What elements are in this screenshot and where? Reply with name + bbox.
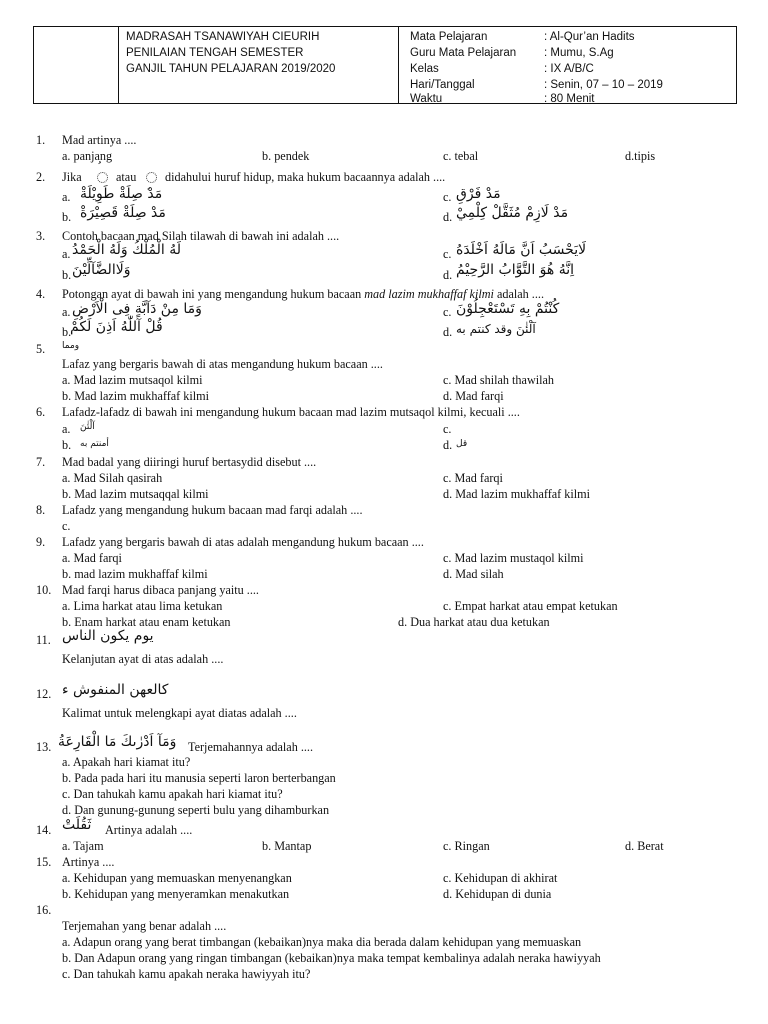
option-d-label: d. <box>443 325 453 339</box>
value-date: : Senin, 07 – 10 – 2019 <box>544 79 663 91</box>
question-text: Lafaz yang bergaris bawah di atas mengandung hukum bacaan .... <box>62 357 383 371</box>
option-b: b. Mad lazim mutsaqqal kilmi <box>62 487 209 501</box>
question-text-middle: atau <box>116 170 137 184</box>
question-text-start: Jika <box>62 170 82 184</box>
arabic-verse: يوم يكون الناس <box>62 628 154 644</box>
value-class: : IX A/B/C <box>544 63 594 75</box>
question-number: 4. <box>36 287 46 301</box>
label-subject: Mata Pelajaran <box>410 31 488 43</box>
question-number: 16. <box>36 903 52 917</box>
option-c: c. Empat harkat atau empat ketukan <box>443 599 618 613</box>
header-divider <box>398 27 399 103</box>
option-c: c. Dan tahukah kamu apakah neraka hawiyyah itu? <box>62 967 311 981</box>
option-d: d. Berat <box>625 839 664 853</box>
question-text: Kalimat untuk melengkapi ayat diatas adalah .... <box>62 706 297 720</box>
option-c: c. Mad farqi <box>443 471 503 485</box>
option-c-label: c. <box>443 305 452 319</box>
value-time: : 80 Menit <box>544 93 595 105</box>
label-teacher: Guru Mata Pelajaran <box>410 47 517 59</box>
option-b: b. pendek <box>262 149 310 163</box>
value-subject: : Al-Qur’an Hadits <box>544 31 635 43</box>
exam-name: PENILAIAN TENGAH SEMESTER <box>126 47 304 59</box>
option-c: مَدْ فَرْقِ <box>456 186 501 202</box>
option-d: مَدْ لَازِمْ مُثَقَّلْ كِلْمِيْ <box>456 205 569 221</box>
question-text: Artinya adalah .... <box>105 823 193 837</box>
option-c: لَايَحْسَبُ اَنَّ مَالَهُ اَخْلَدَهُ <box>456 242 587 258</box>
question-text: Contoh bacaan mad Silah tilawah di bawah ini adalah .... <box>62 229 340 243</box>
option-d: d. Mad farqi <box>443 389 504 403</box>
question-number: 13. <box>36 740 52 754</box>
question-number: 11. <box>36 633 51 647</box>
option-b: b. Mantap <box>262 839 312 853</box>
option-b: أمنتم به <box>80 439 109 449</box>
option-d: اِنَّهُ هُوَ التَّوَّابُ الرَّحِيْمُ <box>456 262 575 278</box>
academic-year: GANJIL TAHUN PELAJARAN 2019/2020 <box>126 63 336 75</box>
school-name: MADRASAH TSANAWIYAH CIEURIH <box>126 31 320 43</box>
option-d: d. Mad silah <box>443 567 504 581</box>
option-b-label: b. <box>62 268 72 282</box>
option-d: d. Kehidupan di dunia <box>443 887 552 901</box>
question-number: 7. <box>36 455 46 469</box>
option-a: a. Apakah hari kiamat itu? <box>62 755 191 769</box>
question-text: Lafadz-lafadz di bawah ini mengandung hukum bacaan mad lazim mutsaqol kilmi, kecuali .... <box>62 405 520 419</box>
option-b: b. Enam harkat atau enam ketukan <box>62 615 231 629</box>
option-a: a. Mad Silah qasirah <box>62 471 163 485</box>
question-number: 14. <box>36 823 52 837</box>
option-a-label: a. <box>62 422 71 436</box>
option-d-label: d. <box>443 210 453 224</box>
option-a-label: a. <box>62 247 71 261</box>
arabic-word: ومما <box>62 341 80 351</box>
label-time: Waktu <box>410 93 443 105</box>
question-text: Terjemahannya adalah .... <box>188 740 314 754</box>
option-c: c. Kehidupan di akhirat <box>443 871 558 885</box>
option-b-label: b. <box>62 438 72 452</box>
question-number: 3. <box>36 229 46 243</box>
option-b-label: b. <box>62 210 72 224</box>
option-d: d.tipis <box>625 149 656 163</box>
option-b: مَدْ صِلَةْ قَصِيْرَةْ <box>80 205 166 221</box>
question-number: 5. <box>36 342 46 356</box>
dummy-circle-dhammah <box>97 172 108 183</box>
question-number: 12. <box>36 687 52 701</box>
value-teacher: : Mumu, S.Ag <box>544 47 614 59</box>
label-class: Kelas <box>410 63 439 75</box>
question-text: Mad artinya .... <box>62 133 137 147</box>
arabic-word: ثَقُلَتْ <box>62 817 92 833</box>
question-text: Artinya .... <box>62 855 115 869</box>
option-c-label: c. <box>443 422 452 436</box>
option-a: a. Kehidupan yang memuaskan menyenangkan <box>62 871 292 885</box>
option-b: وَلَاالضَّآلِّيْنَ <box>72 262 131 278</box>
option-c-label: c. <box>443 190 452 204</box>
option-d: d. Dan gunung-gunung seperti bulu yang dihamburkan <box>62 803 330 817</box>
header-table <box>33 26 737 104</box>
option-a: مَدْ صِلَةْ طَوِيْلَةْ <box>80 186 163 202</box>
option-b: b. Kehidupan yang menyeramkan menakutkan <box>62 887 290 901</box>
option-b: قُلْ آللّٰهُ اَذِنَ لَكُمْ <box>70 319 163 335</box>
question-text: Lafadz yang mengandung hukum bacaan mad farqi adalah .... <box>62 503 363 517</box>
option-b-label: b. <box>62 325 72 339</box>
dummy-circle-kasrah <box>146 172 157 183</box>
option-a: a. Adapun orang yang berat timbangan (kebaikan)nya maka dia berada dalam kehidupan yang memuaskan <box>62 935 582 949</box>
arabic-verse: وَمَآ اَدْرٰىكَ مَا الْقَارِعَةُ <box>58 734 177 750</box>
option-a: a. Tajam <box>62 839 104 853</box>
question-number: 10. <box>36 583 52 597</box>
question-number: 6. <box>36 405 46 419</box>
question-number: 9. <box>36 535 46 549</box>
question-text: Lafadz yang bergaris bawah di atas adalah mengandung hukum bacaan .... <box>62 535 424 549</box>
option-c: كُنْتُمْ بِهِ تَسْتَعْجِلُوْنَ <box>456 301 560 317</box>
question-text: Potongan ayat di bawah ini yang mengandung hukum bacaan mad lazim mukhaffaf kilmi adalah .... <box>62 287 544 301</box>
option-d: d. Dua harkat atau dua ketukan <box>398 615 550 629</box>
option-a: a. Mad farqi <box>62 551 122 565</box>
option-d-label: d. <box>443 268 453 282</box>
question-number: 15. <box>36 855 52 869</box>
option-d-label: d. <box>443 438 453 452</box>
question-number: 2. <box>36 170 46 184</box>
question-text: Kelanjutan ayat di atas adalah .... <box>62 652 224 666</box>
option-d: آلْئٰنَ وقد كنتم به <box>456 322 536 336</box>
option-b: b. Dan Adapun orang yang ringan timbangan (kebaikan)nya maka tempat kembalinya adalah neraka hawiyyah <box>62 951 601 965</box>
question-number: 8. <box>36 503 46 517</box>
option-c: c. Dan tahukah kamu apakah hari kiamat itu? <box>62 787 283 801</box>
option-a-label: a. <box>62 190 71 204</box>
option-a: آلْئٰنَ <box>80 422 95 432</box>
option-a: a. Mad lazim mutsaqol kilmi <box>62 373 203 387</box>
label-date: Hari/Tanggal <box>410 79 475 91</box>
option-a: a. panjang <box>62 149 113 163</box>
option-a-label: a. <box>62 305 71 319</box>
question-text: Mad badal yang diiringi huruf bertasydid disebut .... <box>62 455 317 469</box>
option-c: c. Mad lazim mustaqol kilmi <box>443 551 584 565</box>
option-b: b. Mad lazim mukhaffaf kilmi <box>62 389 210 403</box>
question-text: Terjemahan yang benar adalah .... <box>62 919 227 933</box>
option-d: d. Mad lazim mukhaffaf kilmi <box>443 487 591 501</box>
option-c: c. Ringan <box>443 839 490 853</box>
question-text-end: didahului huruf hidup, maka hukum bacaannya adalah .... <box>165 170 446 184</box>
question-text: Mad farqi harus dibaca panjang yaitu .... <box>62 583 259 597</box>
option-b: b. Pada pada hari itu manusia seperti laron berterbangan <box>62 771 336 785</box>
option-c-label: c. <box>443 247 452 261</box>
option-c: c. Mad shilah thawilah <box>443 373 555 387</box>
option-a: لَهُ الْمُلْكُ وَلَهُ الْحَمْدُ <box>72 242 181 258</box>
option-d: قل <box>456 439 468 449</box>
option-b: b. mad lazim mukhaffaf kilmi <box>62 567 208 581</box>
option-a: a. Lima harkat atau lima ketukan <box>62 599 223 613</box>
question-number: 1. <box>36 133 46 147</box>
option-c: c. <box>62 519 71 533</box>
option-c: c. tebal <box>443 149 479 163</box>
header-divider <box>118 27 119 103</box>
arabic-verse: كالعهن المنفوش ء <box>62 682 169 698</box>
option-a: وَمَا مِنْ دَآبَّةٍ فِى الْاَرْضِ <box>72 301 202 317</box>
